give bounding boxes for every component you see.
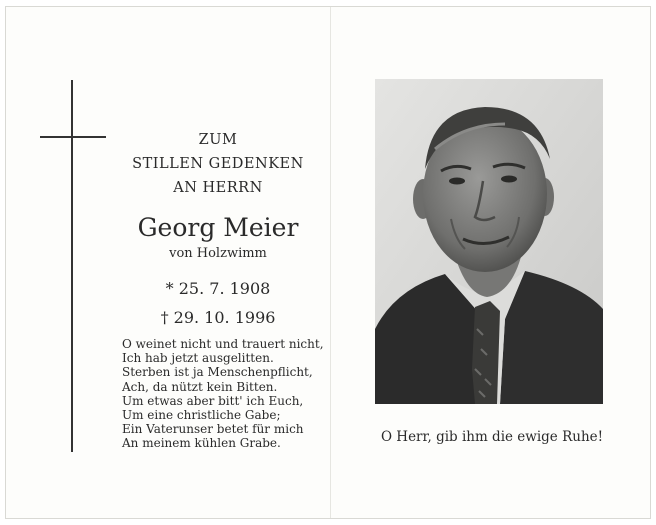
portrait-photo: [375, 79, 603, 404]
cross-icon-bar: [40, 136, 106, 138]
heading-line: ZUM: [198, 132, 238, 148]
person-origin: von Holzwimm: [169, 246, 267, 261]
memorial-heading: [110, 128, 326, 200]
poem-line: Um eine christliche Gabe;: [122, 408, 281, 423]
portrait-illustration: [375, 79, 603, 404]
poem-line: Ein Vaterunser betet für mich: [122, 422, 304, 437]
poem-line: Um etwas aber bitt' ich Euch,: [122, 393, 304, 408]
poem-line: Ich hab jetzt ausgelitten.: [122, 351, 274, 366]
poem-line: Sterben ist ja Menschenpflicht,: [122, 365, 313, 380]
poem-line: O weinet nicht und trauert nicht,: [122, 337, 324, 351]
death-date: † 29. 10. 1996: [160, 308, 276, 327]
prayer-line: O Herr, gib ihm die ewige Ruhe!: [380, 429, 604, 445]
poem-line: An meinem kühlen Grabe.: [122, 436, 281, 451]
person-name: Georg Meier: [137, 213, 299, 242]
heading-line: STILLEN GEDENKEN: [132, 156, 304, 172]
poem: [122, 337, 332, 451]
poem-line: Ach, da nützt kein Bitten.: [122, 379, 278, 394]
heading-line: AN HERRN: [173, 180, 263, 196]
birth-date: * 25. 7. 1908: [165, 279, 271, 298]
